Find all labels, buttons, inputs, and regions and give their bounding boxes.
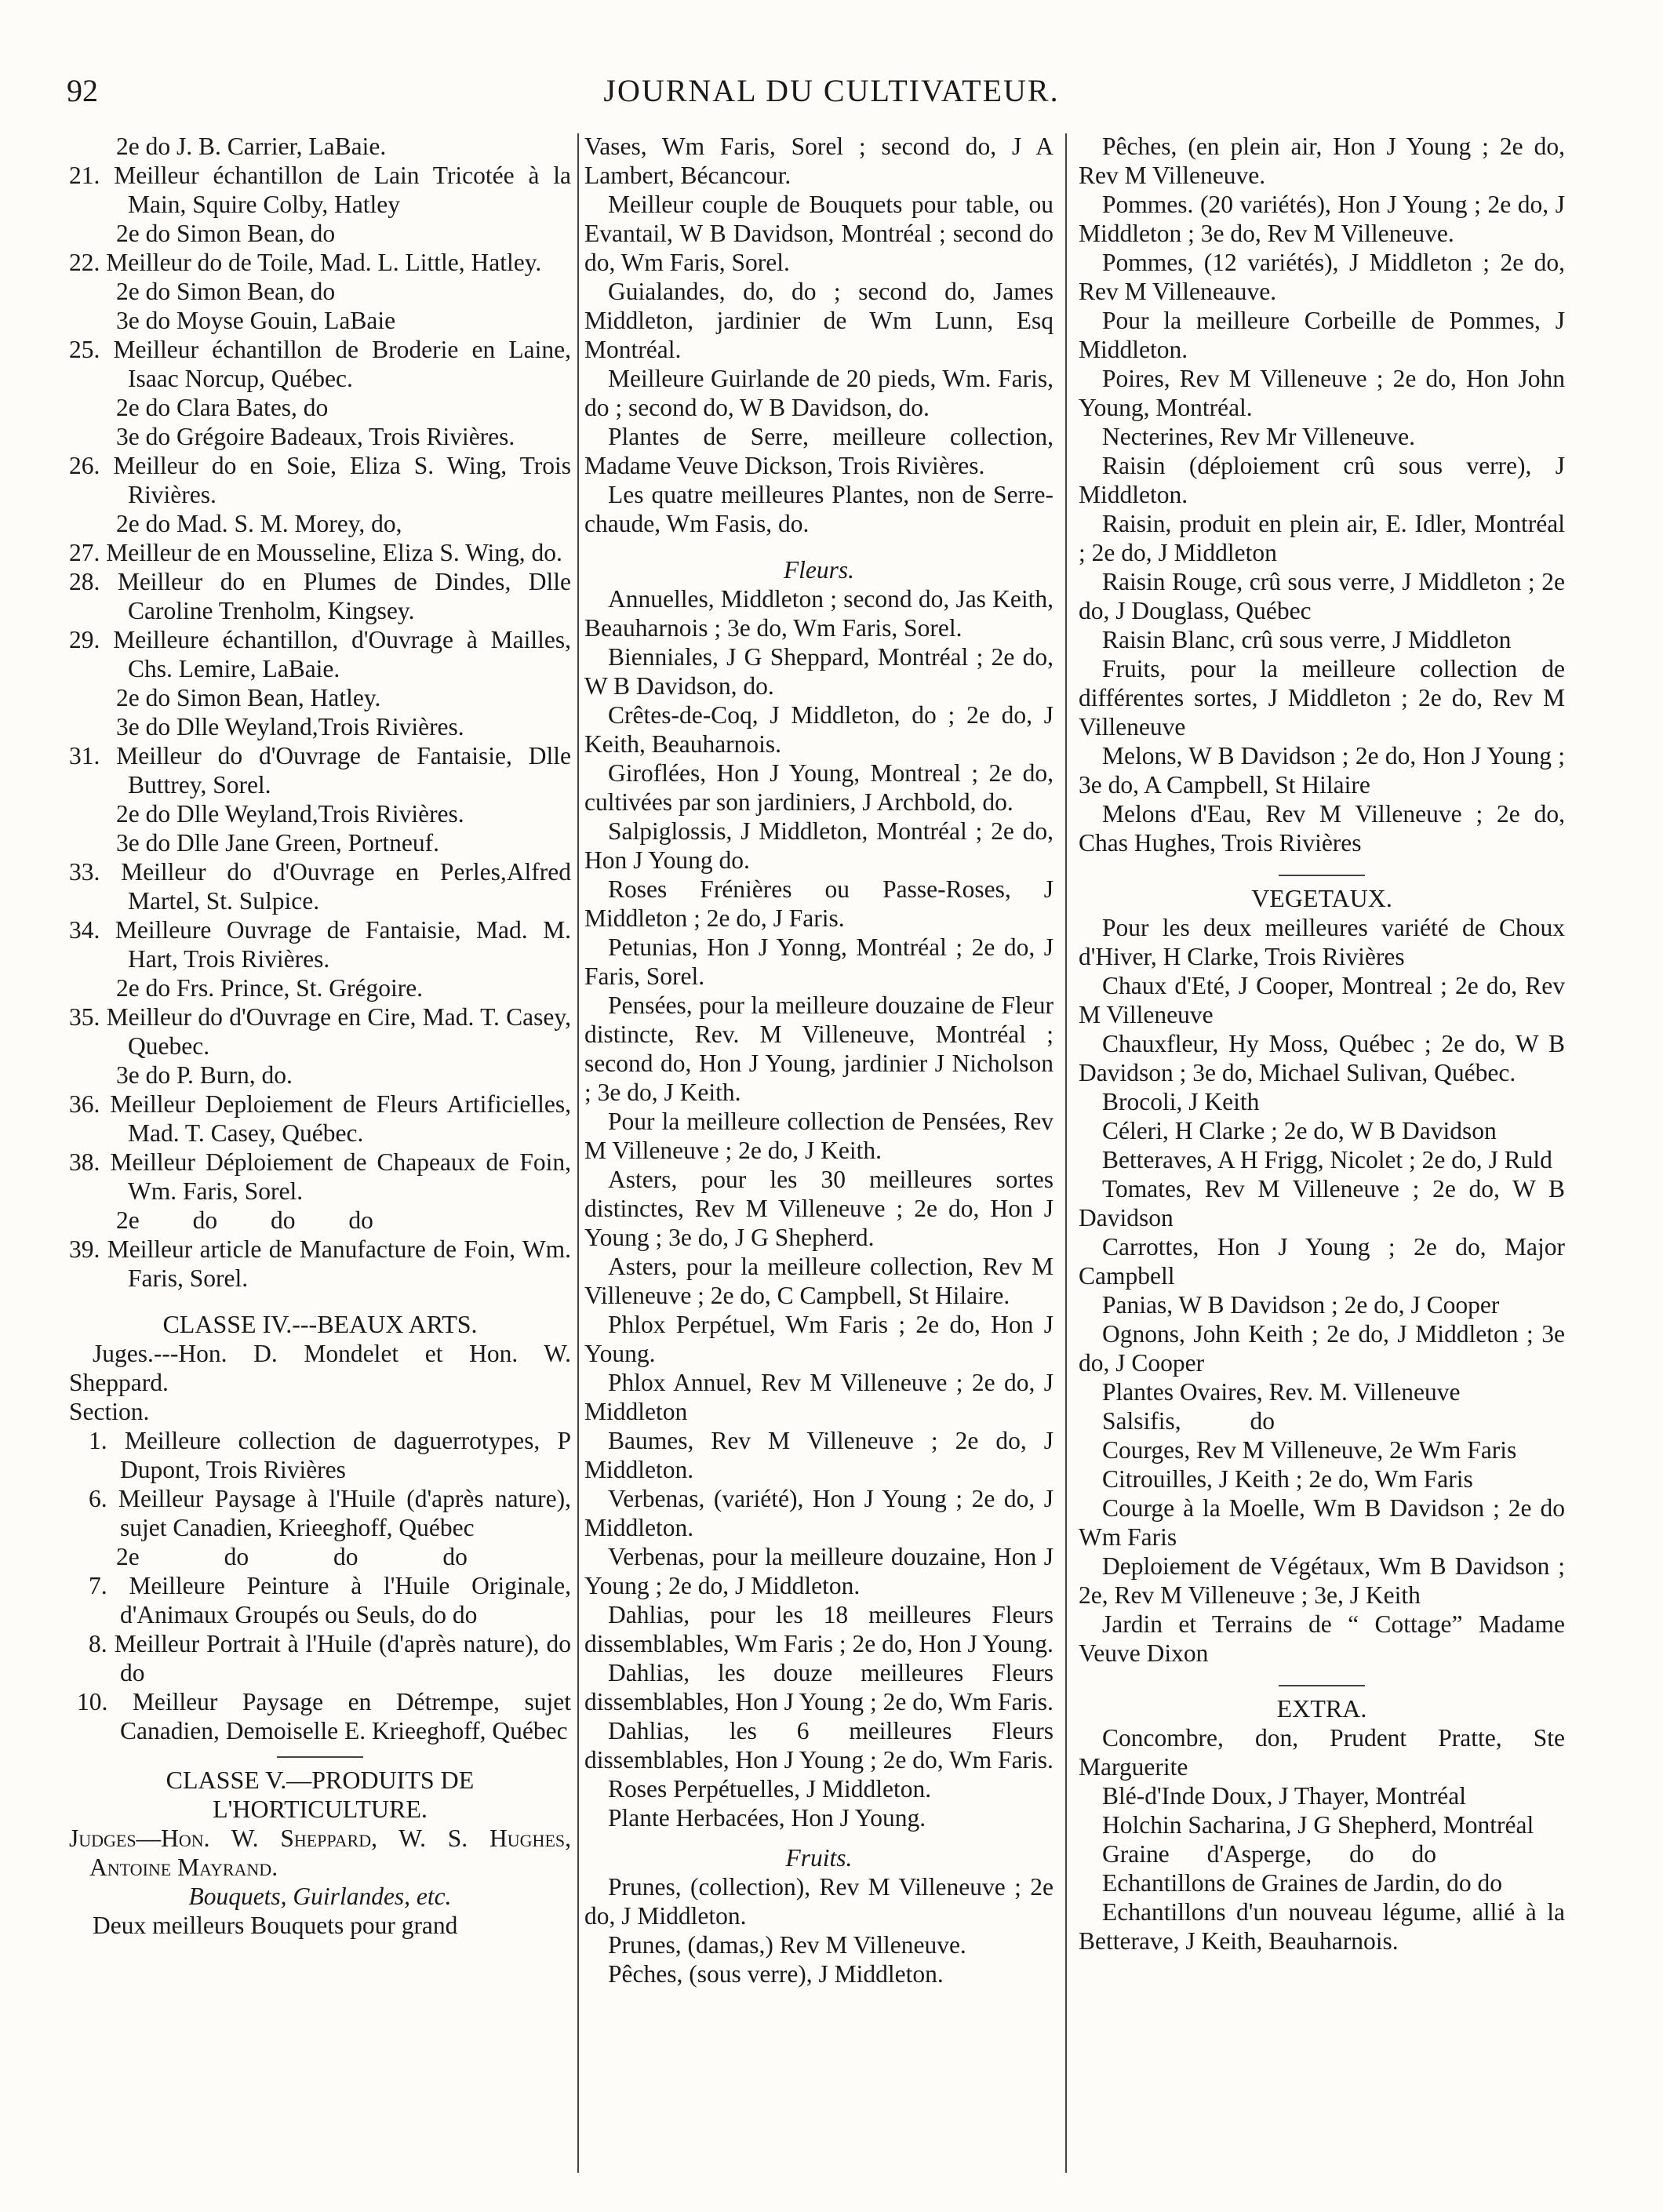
- entry-line: 29. Meilleure échantillon, d'Ouvrage à Mailles, Chs. Lemire, LaBaie.: [69, 626, 571, 682]
- entry-line: 31. Meilleur do d'Ouvrage de Fantaisie, Dlle Buttrey, Sorel.: [69, 742, 571, 799]
- entry-line: 28. Meilleur do en Plumes de Dindes, Dlle Caroline Trenholm, Kingsey.: [69, 568, 571, 624]
- entry-line: 2e do do do: [116, 1543, 468, 1570]
- entry-line: Echantillons de Graines de Jardin, do do: [1102, 1869, 1502, 1897]
- entry-line: Pour la meilleure Corbeille de Pommes, J Middleton.: [1079, 307, 1565, 363]
- column-left: [69, 132, 571, 1940]
- entry-line: Prunes, (damas,) Rev M Villeneuve.: [608, 1931, 966, 1959]
- section-label: Section.: [69, 1398, 150, 1425]
- entry-line: Courge à la Moelle, Wm B Davidson ; 2e do Wm Faris: [1079, 1494, 1565, 1551]
- entry-line: 10. Meilleur Paysage en Détrempe, sujet Canadien, Demoiselle E. Krieeghoff, Québec: [77, 1688, 571, 1744]
- entry-line: Guialandes, do, do ; second do, James Middleton, jardinier de Wm Lunn, Esq Montréal.: [584, 278, 1053, 363]
- entry-line: Jardin et Terrains de “ Cottage” Madame Veuve Dixon: [1079, 1610, 1565, 1667]
- entry-line: 2e do J. B. Carrier, LaBaie.: [116, 133, 387, 160]
- entry-line: Raisin Blanc, crû sous verre, J Middleton: [1102, 626, 1512, 653]
- entry-line: Pêches, (sous verre), J Middleton.: [608, 1960, 944, 1988]
- entry-line: Petunias, Hon J Yonng, Montréal ; 2e do, J Faris, Sorel.: [584, 933, 1053, 990]
- entry-line: Holchin Sacharina, J G Shepherd, Montréal: [1102, 1811, 1534, 1839]
- page-header: [0, 72, 1663, 119]
- entry-line: 8. Meilleur Portrait à l'Huile (d'après nature), do do: [89, 1630, 571, 1686]
- entry-line: Pommes. (20 variétés), Hon J Young ; 2e do, J Middleton ; 3e do, Rev M Villeneuve.: [1079, 191, 1565, 247]
- column-right: [1079, 132, 1565, 1956]
- entry-line: 36. Meilleur Deploiement de Fleurs Artificielles, Mad. T. Casey, Québec.: [69, 1090, 571, 1147]
- entry-line: Raisin (déploiement crû sous verre), J Middleton.: [1079, 452, 1565, 508]
- entry-line: Echantillons d'un nouveau légume, allié à la Betterave, J Keith, Beauharnois.: [1079, 1898, 1565, 1955]
- section-rule: [277, 1756, 363, 1758]
- entry-line: Poires, Rev M Villeneuve ; 2e do, Hon John Young, Montréal.: [1079, 365, 1565, 421]
- entry-line: 38. Meilleur Déploiement de Chapeaux de Foin, Wm. Faris, Sorel.: [69, 1148, 571, 1205]
- entry-line: Dahlias, les douze meilleures Fleurs dissemblables, Hon J Young ; 2e do, Wm Faris.: [584, 1659, 1053, 1715]
- entry-line: Ognons, John Keith ; 2e do, J Middleton ; 3e do, J Cooper: [1079, 1320, 1565, 1377]
- entry-line: Carrottes, Hon J Young ; 2e do, Major Campbell: [1079, 1233, 1565, 1290]
- entry-line: Pêches, (en plein air, Hon J Young ; 2e do, Rev M Villeneuve.: [1079, 133, 1565, 189]
- entry-line: Bienniales, J G Sheppard, Montréal ; 2e do, W B Davidson, do.: [584, 643, 1053, 700]
- page-number: 92: [67, 73, 98, 108]
- entry-line: Panias, W B Davidson ; 2e do, J Cooper: [1102, 1291, 1500, 1319]
- entry-line: Necterines, Rev Mr Villeneuve.: [1102, 423, 1416, 450]
- section-title-classe-v: CLASSE V.—PRODUITS DE L'HORTICULTURE.: [166, 1766, 475, 1823]
- entry-line: Deploiement de Végétaux, Wm B Davidson ; 2e, Rev M Villeneuve ; 3e, J Keith: [1079, 1552, 1565, 1609]
- entry-line: Crêtes-de-Coq, J Middleton, do ; 2e do, J Keith, Beauharnois.: [584, 701, 1053, 758]
- entry-line: Pommes, (12 variétés), J Middleton ; 2e do, Rev M Villeneauve.: [1079, 249, 1565, 305]
- entry-line: Baumes, Rev M Villeneuve ; 2e do, J Middleton.: [584, 1427, 1053, 1483]
- entry-line: Les quatre meilleures Plantes, non de Serre-chaude, Wm Fasis, do.: [584, 481, 1053, 537]
- entry-line: Céleri, H Clarke ; 2e do, W B Davidson: [1102, 1117, 1497, 1144]
- entry-line: Deux meilleurs Bouquets pour grand: [93, 1912, 458, 1939]
- entry-line: Prunes, (collection), Rev M Villeneuve ; 2e do, J Middleton.: [584, 1873, 1053, 1930]
- entry-line: Plantes Ovaires, Rev. M. Villeneuve: [1102, 1378, 1461, 1406]
- entry-line: 2e do Frs. Prince, St. Grégoire.: [116, 974, 424, 1002]
- entry-line: 3e do Grégoire Badeaux, Trois Rivières.: [116, 423, 515, 450]
- entry-line: 25. Meilleur échantillon de Broderie en Laine, Isaac Norcup, Québec.: [69, 336, 571, 392]
- entry-line: 7. Meilleure Peinture à l'Huile Originale, d'Animaux Groupés ou Seuls, do do: [89, 1572, 571, 1628]
- subsection-title-fleurs: Fleurs.: [783, 556, 855, 584]
- judges-line: Juges.---Hon. D. Mondelet et Hon. W. Sheppard.: [69, 1340, 571, 1396]
- entry-line: Giroflées, Hon J Young, Montreal ; 2e do, cultivées par son jardiniers, J Archbold, do.: [584, 759, 1053, 816]
- section-title-classe-iv: CLASSE IV.---BEAUX ARTS.: [162, 1310, 478, 1338]
- section-title-extra: EXTRA.: [1276, 1694, 1367, 1723]
- entry-line: 3e do Dlle Jane Green, Portneuf.: [116, 829, 439, 857]
- entry-line: Meilleure Guirlande de 20 pieds, Wm. Faris, do ; second do, W B Davidson, do.: [584, 365, 1053, 421]
- entry-line: Verbenas, (variété), Hon J Young ; 2e do, J Middleton.: [584, 1485, 1053, 1541]
- entry-line: Phlox Annuel, Rev M Villeneuve ; 2e do, J Middleton: [584, 1369, 1053, 1425]
- entry-line: 26. Meilleur do en Soie, Eliza S. Wing, Trois Rivières.: [69, 452, 571, 508]
- entry-line: 3e do Moyse Gouin, LaBaie: [116, 307, 396, 334]
- entry-line: 3e do P. Burn, do.: [116, 1061, 293, 1089]
- section-rule: [1279, 1685, 1365, 1686]
- judges-line: Judges—Hon. W. Sheppard, W. S. Hughes, Antoine Mayrand.: [69, 1825, 571, 1881]
- entry-line: Pour les deux meilleures variété de Choux d'Hiver, H Clarke, Trois Rivières: [1079, 914, 1565, 970]
- entry-line: Salsifis, do: [1102, 1407, 1275, 1435]
- entry-line: Verbenas, pour la meilleure douzaine, Hon J Young ; 2e do, J Middleton.: [584, 1543, 1053, 1599]
- column-divider-left: [577, 133, 579, 2173]
- entry-line: 1. Meilleure collection de daguerrotypes, P Dupont, Trois Rivières: [89, 1427, 571, 1483]
- entry-line: 2e do do do: [116, 1206, 373, 1234]
- entry-line: Blé-d'Inde Doux, J Thayer, Montréal: [1102, 1782, 1466, 1810]
- entry-line: 2e do Simon Bean, Hatley.: [116, 684, 381, 711]
- entry-line: 3e do Dlle Weyland,Trois Rivières.: [116, 713, 464, 740]
- column-divider-right: [1065, 133, 1067, 2173]
- entry-line: Phlox Perpétuel, Wm Faris ; 2e do, Hon J Young.: [584, 1311, 1053, 1367]
- entry-line: 27. Meilleur de en Mousseline, Eliza S. Wing, do.: [69, 539, 562, 566]
- entry-line: 21. Meilleur échantillon de Lain Tricotée à la Main, Squire Colby, Hatley: [69, 162, 571, 218]
- entry-line: 22. Meilleur do de Toile, Mad. L. Little, Hatley.: [69, 249, 542, 276]
- column-middle: [584, 132, 1053, 1988]
- entry-line: 39. Meilleur article de Manufacture de Foin, Wm. Faris, Sorel.: [69, 1235, 571, 1292]
- entry-line: Dahlias, pour les 18 meilleures Fleurs dissemblables, Wm Faris ; 2e do, Hon J Young.: [584, 1601, 1053, 1657]
- entry-line: 2e do Clara Bates, do: [116, 394, 329, 421]
- subsection-title-fruits: Fruits.: [785, 1844, 853, 1872]
- entry-line: Asters, pour les 30 meilleures sortes distinctes, Rev M Villeneuve ; 2e do, Hon J Young ; 3e do, J G Shepherd.: [584, 1166, 1053, 1251]
- entry-line: Annuelles, Middleton ; second do, Jas Keith, Beauharnois ; 3e do, Wm Faris, Sorel.: [584, 585, 1053, 642]
- entry-line: Raisin, produit en plein air, E. Idler, Montréal ; 2e do, J Middleton: [1079, 510, 1565, 566]
- entry-line: Pensées, pour la meilleure douzaine de Fleur distincte, Rev. M Villeneuve, Montréal ; second do, Hon J Young, jardinier J Nicholson ; 3e do, J Keith.: [584, 991, 1053, 1106]
- entry-line: Roses Perpétuelles, J Middleton.: [608, 1775, 932, 1803]
- entry-line: Vases, Wm Faris, Sorel ; second do, J A Lambert, Bécancour.: [584, 133, 1053, 189]
- entry-line: Graine d'Asperge, do do: [1102, 1840, 1437, 1868]
- entry-line: Chaux d'Eté, J Cooper, Montreal ; 2e do, Rev M Villeneuve: [1079, 972, 1565, 1028]
- entry-line: Pour la meilleure collection de Pensées, Rev M Villeneuve ; 2e do, J Keith.: [584, 1108, 1053, 1164]
- entry-line: Tomates, Rev M Villeneuve ; 2e do, W B Davidson: [1079, 1175, 1565, 1232]
- entry-line: 2e do Simon Bean, do: [116, 278, 336, 305]
- entry-line: Dahlias, les 6 meilleures Fleurs dissemblables, Hon J Young ; 2e do, Wm Faris.: [584, 1717, 1053, 1774]
- entry-line: 2e do Dlle Weyland,Trois Rivières.: [116, 800, 464, 828]
- entry-line: 6. Meilleur Paysage à l'Huile (d'après nature), sujet Canadien, Krieeghoff, Québec: [89, 1485, 571, 1541]
- entry-line: 33. Meilleur do d'Ouvrage en Perles,Alfred Martel, St. Sulpice.: [69, 858, 571, 915]
- entry-line: Plante Herbacées, Hon J Young.: [608, 1804, 926, 1832]
- entry-line: Courges, Rev M Villeneuve, 2e Wm Faris: [1102, 1436, 1517, 1464]
- entry-line: Concombre, don, Prudent Pratte, Ste Marguerite: [1079, 1724, 1565, 1781]
- subsection-title: Bouquets, Guirlandes, etc.: [188, 1883, 452, 1910]
- journal-title: JOURNAL DU CULTIVATEUR.: [603, 73, 1060, 108]
- entry-line: Salpiglossis, J Middleton, Montréal ; 2e do, Hon J Young do.: [584, 817, 1053, 874]
- section-rule: [1279, 875, 1365, 876]
- section-title-vegetaux: VEGETAUX.: [1251, 884, 1392, 912]
- entry-line: Betteraves, A H Frigg, Nicolet ; 2e do, J Ruld: [1102, 1146, 1552, 1173]
- entry-line: 34. Meilleure Ouvrage de Fantaisie, Mad. M. Hart, Trois Rivières.: [69, 916, 571, 973]
- entry-line: Roses Frénières ou Passe-Roses, J Middleton ; 2e do, J Faris.: [584, 875, 1053, 932]
- entry-line: 2e do Mad. S. M. Morey, do,: [116, 510, 402, 537]
- entry-line: Melons, W B Davidson ; 2e do, Hon J Young ; 3e do, A Campbell, St Hilaire: [1079, 742, 1565, 799]
- entry-line: Citrouilles, J Keith ; 2e do, Wm Faris: [1102, 1465, 1473, 1493]
- entry-line: Melons d'Eau, Rev M Villeneuve ; 2e do, Chas Hughes, Trois Rivières: [1079, 800, 1565, 857]
- entry-line: 2e do Simon Bean, do: [116, 220, 336, 247]
- entry-line: 35. Meilleur do d'Ouvrage en Cire, Mad. T. Casey, Quebec.: [69, 1003, 571, 1060]
- entry-line: Meilleur couple de Bouquets pour table, ou Evantail, W B Davidson, Montréal ; second do do, Wm Faris, Sorel.: [584, 191, 1053, 276]
- entry-line: Fruits, pour la meilleure collection de différentes sortes, J Middleton ; 2e do, Rev M Villeneuve: [1079, 655, 1565, 740]
- entry-line: Brocoli, J Keith: [1102, 1088, 1260, 1115]
- entry-line: Chauxfleur, Hy Moss, Québec ; 2e do, W B Davidson ; 3e do, Michael Sulivan, Québec.: [1079, 1030, 1565, 1086]
- entry-line: Plantes de Serre, meilleure collection, Madame Veuve Dickson, Trois Rivières.: [584, 423, 1053, 479]
- entry-line: Asters, pour la meilleure collection, Rev M Villeneuve ; 2e do, C Campbell, St Hilaire.: [584, 1253, 1053, 1309]
- entry-line: Raisin Rouge, crû sous verre, J Middleton ; 2e do, J Douglass, Québec: [1079, 568, 1565, 624]
